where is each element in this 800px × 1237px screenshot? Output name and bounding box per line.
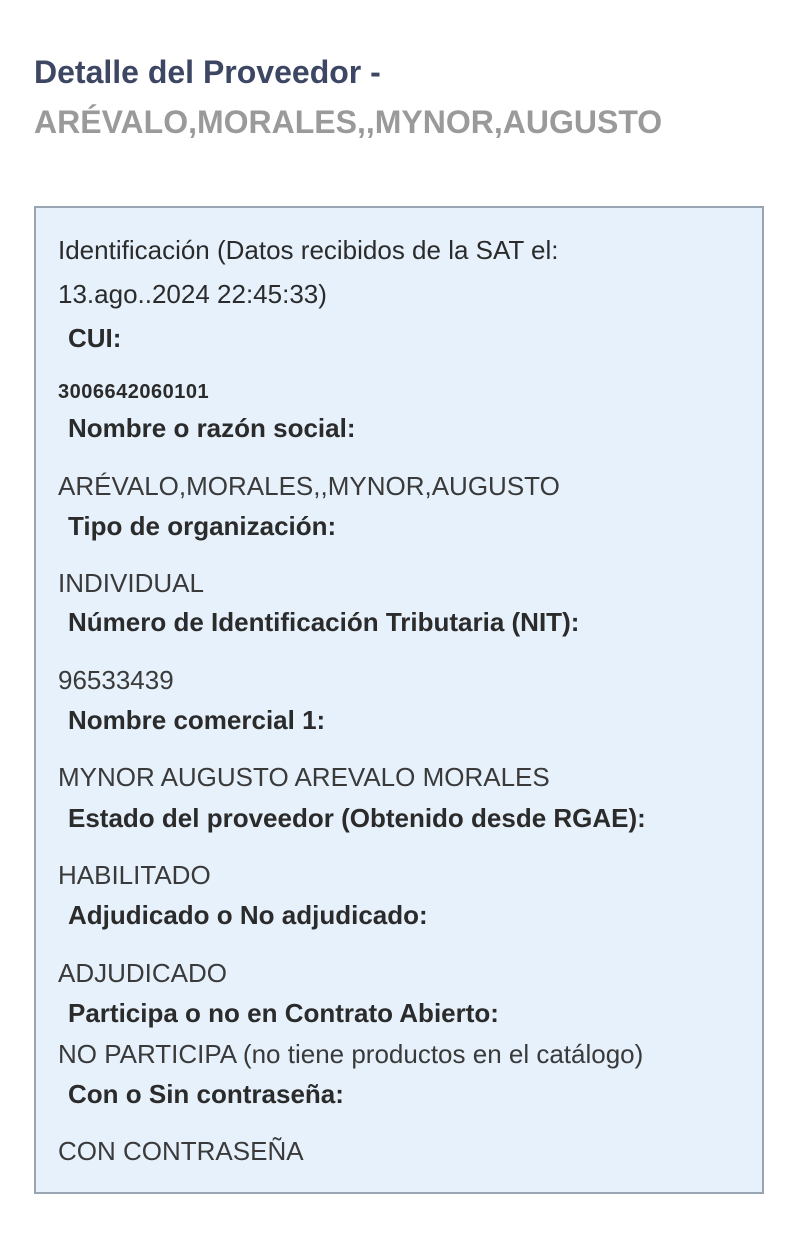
- trade-name-label: Nombre comercial 1:: [68, 705, 326, 735]
- organization-type-label: Tipo de organización:: [68, 511, 337, 541]
- password-label: Con o Sin contraseña:: [68, 1079, 344, 1109]
- business-name-value: ARÉVALO,MORALES,,MYNOR,AUGUSTO: [58, 471, 560, 501]
- password-value: CON CONTRASEÑA: [58, 1136, 304, 1166]
- cui-label: CUI:: [68, 323, 122, 353]
- page-header: [34, 50, 774, 146]
- awarded-label: Adjudicado o No adjudicado:: [68, 900, 428, 930]
- nit-label: Número de Identificación Tributaria (NIT):: [68, 607, 580, 637]
- page-title: Detalle del Proveedor -: [34, 54, 381, 90]
- awarded-value: ADJUDICADO: [58, 958, 228, 988]
- business-name-label: Nombre o razón social:: [68, 413, 356, 443]
- nit-value: 96533439: [58, 665, 174, 695]
- organization-type-value: INDIVIDUAL: [58, 568, 204, 598]
- provider-name-subtitle: ARÉVALO,MORALES,,MYNOR,AUGUSTO: [34, 104, 663, 140]
- trade-name-value: MYNOR AUGUSTO AREVALO MORALES: [58, 762, 550, 792]
- identification-heading-line2: 13.ago..2024 22:45:33): [58, 279, 327, 309]
- identification-heading-line1: Identificación (Datos recibidos de la SAT el:: [58, 235, 559, 265]
- cui-value: 3006642060101: [58, 381, 210, 403]
- provider-status-value: HABILITADO: [58, 860, 211, 890]
- identification-heading: [58, 228, 738, 316]
- open-contract-value: NO PARTICIPA (no tiene productos en el catálogo): [58, 1039, 644, 1069]
- provider-detail-panel: [34, 206, 764, 1194]
- open-contract-label: Participa o no en Contrato Abierto:: [68, 998, 499, 1028]
- provider-status-label: Estado del proveedor (Obtenido desde RGAE):: [68, 803, 646, 833]
